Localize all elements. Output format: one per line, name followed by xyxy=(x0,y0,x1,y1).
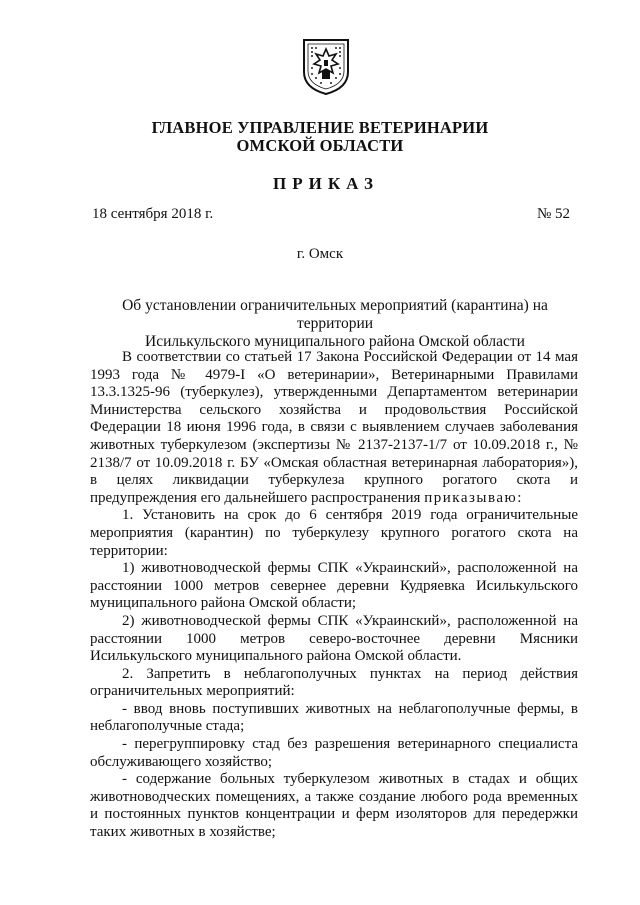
preamble-text: В соответствии со статьей 17 Закона Российской Федерации от 14 мая 1993 года № 4979-I «О ветеринарии», Ветеринарными Правилами 13.3.1325-96 (туберкулез), утвержденными Департаментом ветеринарии Министерства сельского хозяйства и продовольствия Российской Федерации 18 июня 1996 года, в связи с выявлением случаев заболевания животных туберкулезом (экспертизы № 2137-2137-1/7 от 10.09.2018 г., № 2138/7 от 10.09.2018 г. БУ «Омская областная ветеринарная лаборатория»), в целях ликвидации туберкулеза крупного рогатого скота и предупреждения его дальнейшего распространения xyxy=(90,349,578,506)
organization-name-line2: ОМСКОЙ ОБЛАСТИ xyxy=(236,136,404,155)
organization-name-line1: ГЛАВНОЕ УПРАВЛЕНИЕ ВЕТЕРИНАРИИ xyxy=(151,118,489,137)
preamble-paragraph xyxy=(90,349,578,507)
document-subject xyxy=(90,297,580,351)
document-city: г. Омск xyxy=(296,246,344,262)
item-1: 1. Установить на срок до 6 сентября 2019 года ограничительные мероприятия (карантин) по туберкулезу крупного рогатого скота на территории: xyxy=(90,507,578,559)
item-1-subitem-2: 2) животноводческой фермы СПК «Украинский», расположенной на расстоянии 1000 метров северо-восточнее деревни Мясники Исилькульского муниципального района Омской области. xyxy=(90,612,578,665)
item-2-point-a: - ввод вновь поступивших животных на неблагополучные фермы, в неблагополучные стада; xyxy=(90,700,578,735)
document-date: 18 сентября 2018 г. xyxy=(92,206,214,222)
subject-line1: Об установлении ограничительных мероприятий (карантина) на территории xyxy=(122,297,548,332)
document-type-title: ПРИКАЗ xyxy=(273,174,379,193)
item-1-subitem-1: 1) животноводческой фермы СПК «Украинский», расположенной на расстоянии 1000 метров севернее деревни Кудряевка Исилькульского муниципального района Омской области; xyxy=(90,560,578,612)
document-body xyxy=(90,349,578,842)
item-2-point-c: - содержание больных туберкулезом животных в стадах и общих животноводческих помещениях, а также создание любого рода временных и постоянных пунктов концентрации и ферм изоляторов для передержки таких животных в хозяйстве; xyxy=(90,771,578,841)
order-keyword: приказываю: xyxy=(424,489,523,506)
document-number: № 52 xyxy=(536,206,570,222)
item-2-point-b: - перегруппировку стад без разрешения ветеринарного специалиста обслуживающего хозяйство; xyxy=(90,736,578,770)
item-2: 2. Запретить в неблагополучных пунктах на период действия ограничительных мероприятий: xyxy=(90,665,578,700)
subject-line2: Исилькульского муниципального района Омской области xyxy=(145,333,525,350)
omsk-coat-of-arms-icon xyxy=(301,38,351,96)
